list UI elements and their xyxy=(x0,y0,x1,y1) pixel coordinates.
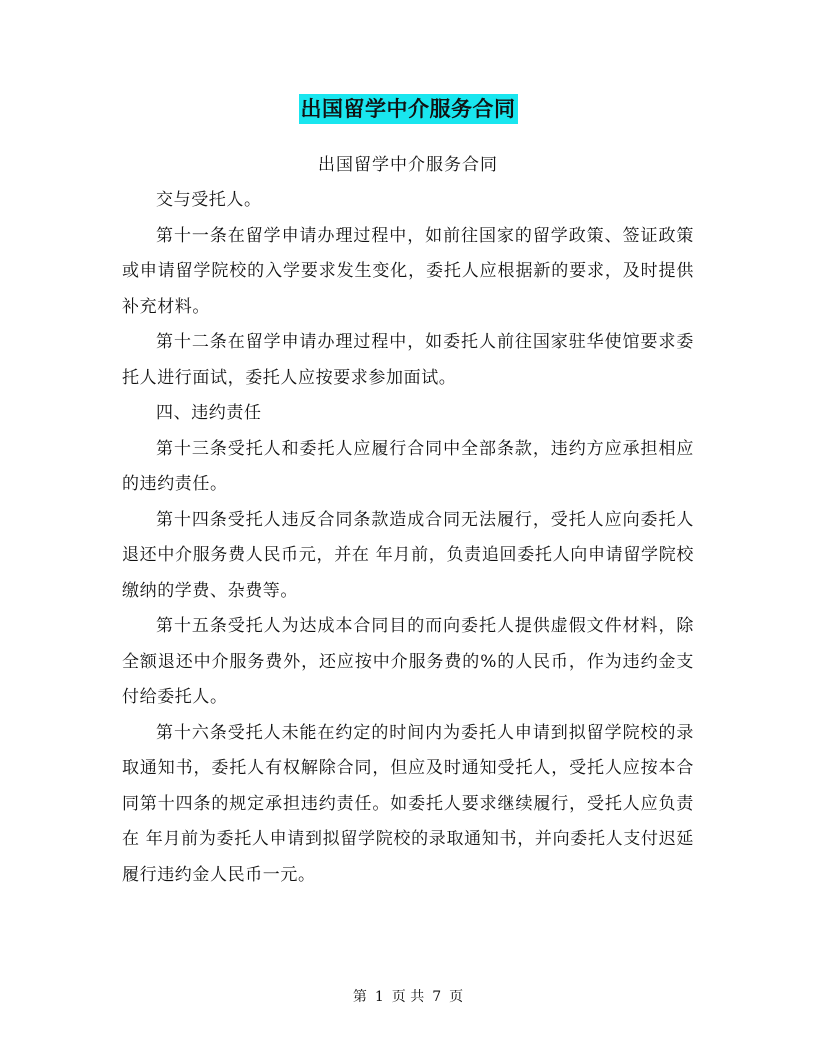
page-label-suffix: 页 xyxy=(449,989,464,1005)
total-pages-number: 7 xyxy=(432,989,442,1005)
document-subtitle: 出国留学中介服务合同 xyxy=(318,155,498,175)
title-container xyxy=(0,94,816,124)
paragraph: 第十三条受托人和委托人应履行合同中全部条款，违约方应承担相应的违约责任。 xyxy=(122,438,694,494)
paragraph: 第十四条受托人违反合同条款造成合同无法履行，受托人应向委托人退还中介服务费人民币元，并在 年月前，负责追回委托人向申请留学院校缴纳的学费、杂费等。 xyxy=(122,509,694,601)
section-heading: 四、违约责任 xyxy=(156,403,262,423)
page-label-prefix: 第 xyxy=(352,989,367,1005)
page-footer xyxy=(0,985,816,1009)
paragraph: 第十二条在留学申请办理过程中，如委托人前往国家驻华使馆要求委托人进行面试，委托人应按要求参加面试。 xyxy=(122,332,694,388)
current-page-number: 1 xyxy=(374,989,384,1005)
paragraph: 第十五条受托人为达成本合同目的而向委托人提供虚假文件材料，除全额退还中介服务费外，还应按中介服务费的%的人民币，作为违约金支付给委托人。 xyxy=(122,616,694,707)
document-title: 出国留学中介服务合同 xyxy=(299,94,518,124)
paragraph: 交与受托人。 xyxy=(156,190,262,210)
paragraph: 第十一条在留学申请办理过程中，如前往国家的留学政策、签证政策或申请留学院校的入学要求发生变化，委托人应根据新的要求，及时提供补充材料。 xyxy=(122,225,694,317)
page-label-mid: 页 共 xyxy=(391,989,425,1005)
paragraph: 第十六条受托人未能在约定的时间内为委托人申请到拟留学院校的录取通知书，委托人有权解除合同，但应及时通知受托人，受托人应按本合同第十四条的规定承担违约责任。如委托人要求继续履行，受托人应负责在 年月前为委托人申请到拟留学院校的录取通知书，并向委托人支付迟延履行违约金人民币一元。 xyxy=(122,722,694,885)
document-body xyxy=(122,183,694,893)
